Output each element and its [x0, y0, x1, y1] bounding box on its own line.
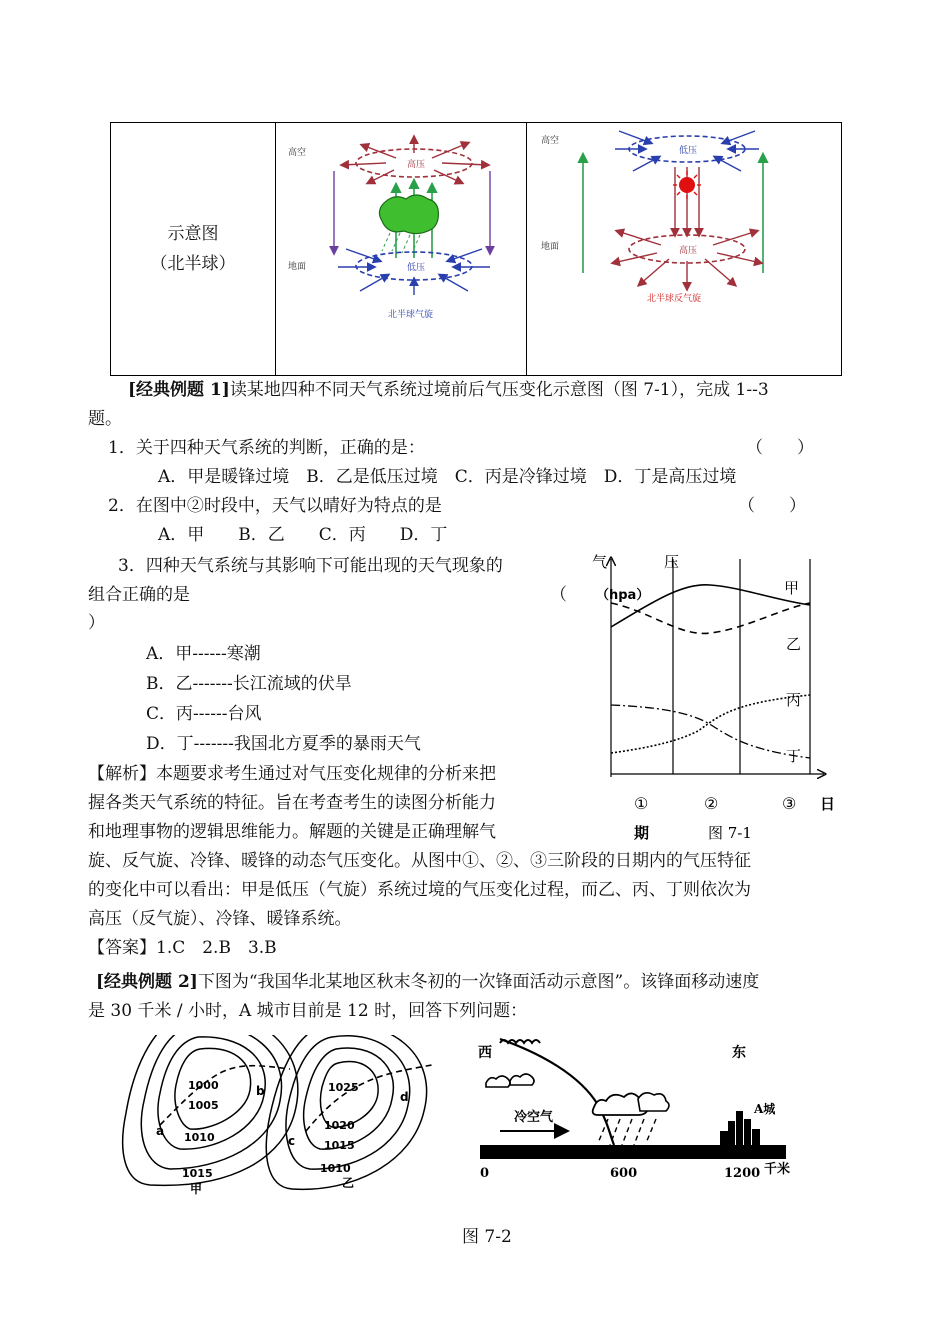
cold-air-label: 冷空气 — [514, 1110, 554, 1125]
rain-cloud-icon — [638, 1093, 669, 1111]
answer-text: 1.C 2.B 3.B — [156, 938, 277, 958]
sun-icon — [679, 177, 695, 193]
anticyclone-diagram — [527, 123, 841, 371]
isobar-jia-1005: 1005 — [188, 1099, 219, 1112]
anticyclone-rising-arrows — [583, 155, 763, 273]
answer-line — [88, 934, 277, 963]
example1-intro: 读某地四种不同天气系统过境前后气压变化示意图（图 7-1），完成 1--3 — [229, 380, 769, 400]
example1-tag: [经典例题 1] — [128, 380, 230, 400]
fig71-label-bing: 丙 — [786, 691, 802, 709]
cyclone-diagram-cell — [276, 123, 527, 376]
example2-intro-line — [96, 968, 759, 997]
isobar-yi-1010: 1010 — [320, 1162, 351, 1175]
profile-east: 东 — [732, 1045, 746, 1061]
analysis-line1 — [88, 760, 496, 789]
question3-line2: 组合正确的是 — [88, 585, 190, 605]
fig72-caption: 图 7-2 — [462, 1227, 512, 1247]
example2-intro-cont: 是 30 千米 / 小时，A 城市目前是 12 时，回答下列问题： — [88, 1001, 528, 1021]
anticyclone-upper-label: 高空 — [541, 136, 560, 146]
anticyclone-caption: 北半球反气旋 — [647, 294, 702, 304]
question2: 2．在图中②时段中，天气以晴好为特点的是 — [108, 496, 442, 516]
analysis-text1: 本题要求考生通过对气压变化规律的分析来把 — [156, 764, 496, 784]
profile-tick-1200: 1200 — [724, 1166, 761, 1181]
fig71-series-bing — [611, 705, 810, 758]
cyclone-high-label: 高压 — [407, 160, 426, 170]
analysis-line5: 的变化中可以看出：甲是低压（气旋）系统过境的气压变化过程，而乙、丙、丁则依次为 — [88, 880, 751, 900]
small-cloud-icon — [510, 1074, 534, 1085]
example1-intro-cont: 题。 — [88, 409, 122, 429]
cloud-icon — [379, 195, 438, 234]
map-yi-label: 乙 — [342, 1176, 355, 1190]
analysis-line4: 旋、反气旋、冷锋、暖锋的动态气压变化。从图中①、②、③三阶段的日期内的气压特征 — [88, 851, 751, 871]
example1-intro-line — [128, 376, 769, 405]
example2-tag: [经典例题 2] — [96, 972, 198, 992]
anticyclone-high-label: 高压 — [679, 246, 698, 256]
question1-options: A．甲是暖锋过境 B．乙是低压过境 C．丙是冷锋过境 D．丁是高压过境 — [158, 467, 737, 487]
analysis-line6: 高压（反气旋）、冷锋、暖锋系统。 — [88, 909, 352, 929]
small-cloud-icon — [486, 1076, 510, 1087]
question3-option-c: C．丙------台风 — [146, 704, 262, 724]
fig71-series-yi — [611, 603, 810, 633]
fig71-x-label-2: 期 — [634, 824, 650, 842]
rain-icon — [598, 1119, 656, 1145]
anticyclone-low-label: 低压 — [679, 146, 698, 156]
fig71-label-ding: 丁 — [786, 747, 802, 765]
profile-tick-0: 0 — [480, 1166, 490, 1181]
question3-paren-open: （ — [550, 585, 567, 605]
question1: 1．关于四种天气系统的判断，正确的是： — [108, 438, 425, 458]
question3-option-b: B．乙-------长江流域的伏旱 — [146, 674, 352, 694]
fig71-period-3: ③ — [782, 794, 797, 813]
point-d: d — [400, 1090, 409, 1104]
row-label-line2: （北半球） — [150, 254, 236, 274]
question2-options: A．甲 B．乙 C．丙 D．丁 — [158, 525, 448, 545]
example2-intro: 下图为“我国华北某地区秋末冬初的一次锋面活动示意图”。该锋面移动速度 — [197, 972, 760, 992]
fig71-label-jia: 甲 — [784, 579, 800, 597]
point-b: b — [256, 1084, 265, 1098]
profile-west: 西 — [478, 1045, 492, 1061]
ground-bar — [480, 1145, 786, 1159]
anticyclone-surface-label: 地面 — [541, 242, 560, 252]
fig71-caption: 图 7-1 — [708, 824, 752, 842]
cyclone-diagram — [276, 123, 526, 371]
profile-unit: 千米 — [764, 1162, 791, 1177]
cyclone-caption: 北半球气旋 — [388, 310, 434, 320]
cyclone-low-label: 低压 — [407, 263, 426, 273]
weather-systems-table — [110, 122, 842, 376]
question3-paren-close: ） — [88, 613, 105, 633]
profile-tick-600: 600 — [610, 1166, 638, 1181]
isobar-yi-1015: 1015 — [324, 1139, 355, 1152]
question3-option-d: D．丁-------我国北方夏季的暴雨天气 — [146, 734, 421, 754]
fig71-period-1: ① — [634, 794, 649, 813]
analysis-line3: 和地理事物的逻辑思维能力。解题的关键是正确理解气 — [88, 822, 496, 842]
figure-7-2-maps — [110, 1035, 450, 1195]
isobar-jia-1000: 1000 — [188, 1079, 219, 1092]
figure-7-1 — [580, 545, 850, 850]
cyclone-upper-label: 高空 — [288, 148, 307, 158]
row-label-cell — [111, 123, 276, 376]
row-label-line1: 示意图 — [167, 224, 219, 244]
isobar-yi-1020: 1020 — [324, 1119, 355, 1132]
question1-paren: （ ） — [746, 438, 814, 458]
front-surface-line — [500, 1039, 614, 1145]
anticyclone-surface-outflow-arrows — [613, 231, 761, 289]
map-jia-label: 甲 — [190, 1182, 203, 1195]
fig71-x-label-1: 日 — [820, 795, 836, 813]
city-icon — [720, 1111, 760, 1145]
point-c: c — [288, 1134, 296, 1148]
question3-option-a: A．甲------寒潮 — [146, 644, 261, 664]
cyclone-surface-label: 地面 — [288, 262, 307, 272]
figure-7-2-profile — [470, 1035, 800, 1185]
anticyclone-diagram-cell — [527, 123, 842, 376]
city-label: A城 — [754, 1102, 776, 1116]
point-a: a — [156, 1124, 165, 1138]
analysis-tag: 【解析】 — [88, 764, 156, 784]
question3-line1: 3．四种天气系统与其影响下可能出现的天气现象的 — [118, 556, 503, 576]
fig71-y-label-1: 气 — [592, 553, 608, 571]
analysis-line2: 握各类天气系统的特征。旨在考查考生的读图分析能力 — [88, 793, 496, 813]
isobar-jia-1010: 1010 — [184, 1131, 215, 1144]
fig71-label-yi: 乙 — [786, 635, 802, 653]
answer-tag: 【答案】 — [88, 938, 156, 958]
fig71-y-label-2: 压 — [664, 553, 680, 571]
isobar-jia-1015: 1015 — [182, 1167, 213, 1180]
fig71-unit: （hpa） — [596, 588, 650, 603]
isobar-yi-1025: 1025 — [328, 1081, 359, 1094]
fig71-period-2: ② — [704, 794, 719, 813]
question2-paren: （ ） — [738, 496, 806, 516]
